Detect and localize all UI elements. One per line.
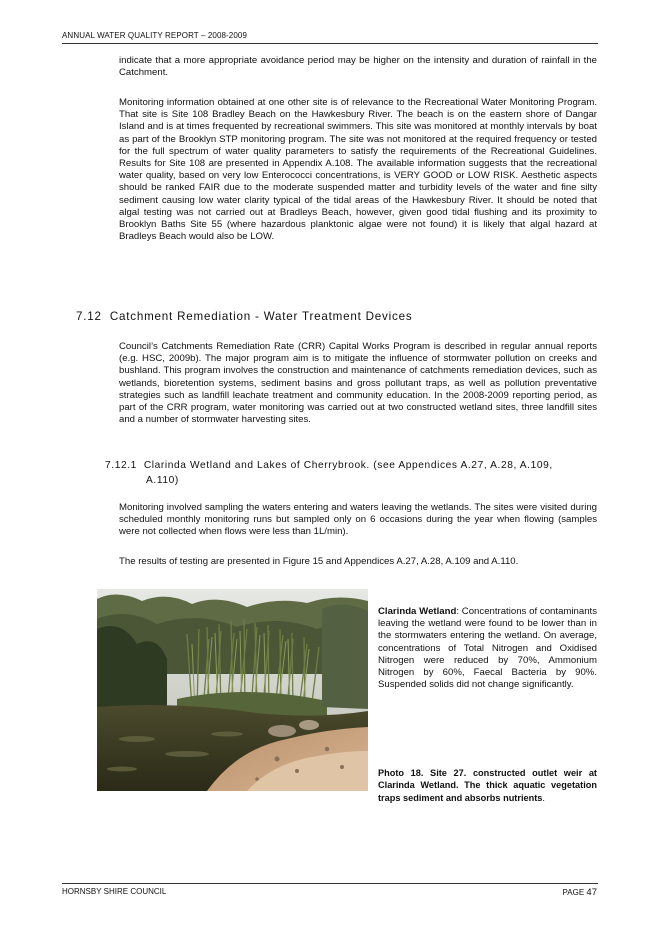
photo-caption-text: Photo 18. Site 27. constructed outlet weir at Clarinda Wetland. The thick aquatic vegetation traps sediment and absorbs nutrients: [378, 768, 597, 803]
footer-page-number: 47: [586, 887, 597, 898]
subsection-title-line2: A.110): [146, 475, 179, 486]
photo-caption-period: .: [542, 792, 545, 803]
clarinda-wetland-lead: Clarinda Wetland: [378, 606, 457, 617]
paragraph-bradley-beach: Monitoring information obtained at one other site is of relevance to the Recreational Water Monitoring Program. That site is Site 108 Bradley Beach on the Hawkesbury River. The beach is on the eastern shore of Dangar Island and is at times frequented by recreational swimmers. This site was monitored at monthly intervals by boat as part of the Brooklyn STP monitoring program. The site was not monitored at the required frequency or tested for the full spectrum of water quality parameters to satisfy the requirements of the Recreational Guidelines. Results for Site 108 are presented in Appendix A.108. The available information suggests that the recreational water quality, based on very low Enterococci concentrations, is VERY GOOD or LOW RISK. Aesthetic aspects should be ranked FAIR due to the moderate suspended matter and turbidity levels of the water and fine silty sediment causing low water clarity typical of the tidal areas of the Hawkesbury River. It should be noted that algal testing was not carried out at Bradleys Beach, however, given good tidal flushing and its proximity to Brooklyn Baths Site 55 (where hazardous planktonic algae were not found) it is likely that algal hazard at Bradleys Beach would also be LOW.: [119, 97, 597, 243]
wetland-photo: [97, 589, 368, 791]
footer-page: [563, 887, 597, 898]
section-number: 7.12: [76, 310, 102, 323]
photo-caption: [378, 767, 597, 804]
footer-page-label: PAGE: [562, 888, 585, 897]
subsection-number: 7.12.1: [105, 460, 137, 471]
paragraph-crr-program: Council’s Catchments Remediation Rate (CRR) Capital Works Program is described in regular annual reports (e.g. HSC, 2009b). The major program aim is to mitigate the influence of stormwater pollution on creeks and bushland. This program involves the construction and maintenance of catchments remediation devices, such as wetlands, bioretention systems, sediment basins and gross pollutant traps, as well as pollution preventative strategies such as landfill leachate treatment and community education. In the 2008-2009 reporting period, as part of the CRR program, water monitoring was carried out at two constructed wetland sites, three landfill sites and a number of stormwater harvesting sites.: [119, 341, 597, 426]
footer-rule: [62, 883, 598, 884]
footer-council-name: HORNSBY SHIRE COUNCIL: [62, 887, 167, 896]
paragraph-avoidance-period: indicate that a more appropriate avoidance period may be higher on the intensity and duration of rainfall in the Catchment.: [119, 55, 597, 79]
subsection-heading: [105, 458, 597, 488]
clarinda-wetland-summary: [378, 606, 597, 691]
paragraph-results-reference: The results of testing are presented in Figure 15 and Appendices A.27, A.28, A.109 and A.110.: [119, 556, 519, 567]
section-title: Catchment Remediation - Water Treatment Devices: [109, 310, 413, 323]
subsection-title-line1: Clarinda Wetland and Lakes of Cherrybrook. (see Appendices A.27, A.28, A.109,: [143, 460, 553, 471]
running-header: ANNUAL WATER QUALITY REPORT – 2008-2009: [62, 31, 248, 40]
clarinda-wetland-text: : Concentrations of contaminants leaving the wetland were found to be lower than in the stormwaters entering the wetland. On average, concentrations of Total Nitrogen and Oxidised Nitrogen were reduced by 70%, Ammonium Nitrogen by 60%, Faecal Bacteria by 90%. Suspended solids did not change significantly.: [378, 606, 597, 691]
section-heading: [76, 310, 412, 323]
header-rule: [62, 43, 598, 44]
paragraph-monitoring-sampling: Monitoring involved sampling the waters entering and waters leaving the wetlands. The sites were visited during scheduled monthly monitoring runs but sampled only on 6 occasions during the year when flowing (samples were not collected when flows were less than 1L/min).: [119, 502, 597, 538]
wetland-photo-image: [97, 589, 368, 791]
